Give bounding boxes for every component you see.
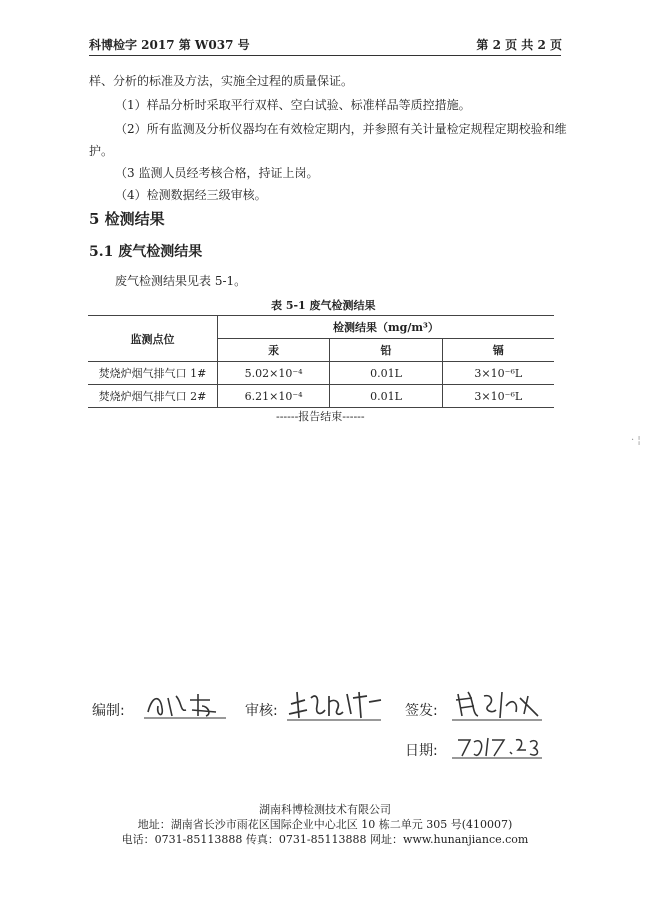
signed-date-handwriting [450, 730, 545, 764]
reviewer-signature [285, 684, 385, 724]
table-caption: 表 5-1 废气检测结果 [271, 299, 376, 312]
compiler-label: 编制: [92, 703, 125, 719]
company-name: 湖南科博检测技术有限公司 [259, 803, 391, 816]
section-5-1-intro: 废气检测结果见表 5-1。 [115, 274, 247, 288]
qc-continued-line: 样、分析的标准及方法，实施全过程的质量保证。 [89, 74, 354, 88]
qc-item-4: （4）检测数据经三级审核。 [115, 188, 267, 202]
company-address: 地址：湖南省长沙市雨花区国际企业中心北区 10 栋二单元 305 号(410007) [137, 818, 513, 831]
section-5-title: 5 检测结果 [89, 210, 165, 228]
qc-item-1: （1）样品分析时采取平行双样、空白试验、标准样品等质控措施。 [115, 98, 471, 112]
cell-mercury: 5.02×10⁻⁴ [217, 362, 329, 385]
cell-lead: 0.01L [330, 385, 442, 408]
qc-item-2-line-1: （2）所有监测及分析仪器均在有效检定期内，并参照有关计量检定规程定期校验和维 [115, 122, 567, 136]
header-test-result: 检测结果（mg/m³） [217, 316, 554, 339]
header-cadmium: 镉 [442, 339, 554, 362]
cell-mercury: 6.21×10⁻⁴ [217, 385, 329, 408]
header-monitoring-point: 监测点位 [88, 316, 217, 362]
qc-item-2-line-2: 护。 [89, 144, 114, 158]
approver-label: 签发: [405, 703, 438, 719]
table-row [88, 385, 554, 408]
table-header-row [88, 316, 554, 339]
cell-cadmium: 3×10⁻⁶L [442, 362, 554, 385]
header-mercury: 汞 [217, 339, 329, 362]
table-row [88, 362, 554, 385]
results-table [88, 315, 554, 408]
page-indicator: 第 2 页 共 2 页 [476, 38, 562, 52]
date-label: 日期: [405, 743, 438, 759]
report-end-marker: ------报告结束------ [276, 410, 365, 423]
cell-cadmium: 3×10⁻⁶L [442, 385, 554, 408]
cell-point: 焚烧炉烟气排气口 1# [88, 362, 217, 385]
report-number: 科博检字 2017 第 W037 号 [89, 38, 250, 52]
reviewer-label: 审核: [245, 703, 278, 719]
section-5-1-title: 5.1 废气检测结果 [89, 244, 203, 260]
scan-mark: · ¦ [631, 435, 641, 446]
header-lead: 铅 [330, 339, 442, 362]
qc-item-3: （3 监测人员经考核合格，持证上岗。 [115, 166, 319, 180]
compiler-signature [140, 688, 230, 722]
cell-lead: 0.01L [330, 362, 442, 385]
cell-point: 焚烧炉烟气排气口 2# [88, 385, 217, 408]
approver-signature [450, 684, 545, 724]
header-divider [89, 55, 561, 56]
company-contact: 电话：0731-85113888 传真：0731-85113888 网址：www.hunanjiance.com [121, 833, 529, 846]
